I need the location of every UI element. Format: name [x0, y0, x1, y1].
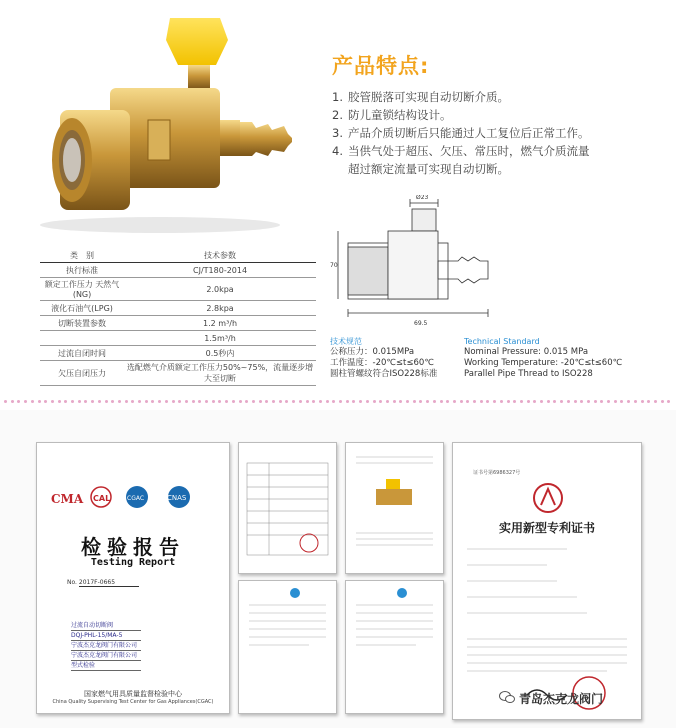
patent-certificate: [452, 442, 642, 720]
divider-dot: [527, 400, 530, 403]
divider-dot: [359, 400, 362, 403]
divider-dot: [567, 400, 570, 403]
divider-dot: [172, 400, 175, 403]
divider-dot: [346, 400, 349, 403]
feature-item: 3. 产品介质切断后只能通过人工复位后正常工作。: [332, 126, 590, 140]
table-row: 欠压自闭压力 选配燃气介质额定工作压力50%~75%，流量逐步增大至切断: [40, 361, 316, 386]
divider-dot: [158, 400, 161, 403]
divider-dot: [252, 400, 255, 403]
dim-top: Ø23: [416, 195, 429, 201]
divider-dot: [205, 400, 208, 403]
svg-text:CAL: CAL: [93, 494, 111, 503]
report-title-cn: 检验报告: [81, 535, 185, 559]
divider-dot: [292, 400, 295, 403]
divider-dot: [654, 400, 657, 403]
param-line: Working Temperature: -20℃≤t≤60℃: [464, 358, 623, 368]
divider-dot: [661, 400, 664, 403]
divider-dot: [587, 400, 590, 403]
divider-dot: [634, 400, 637, 403]
divider-dot: [393, 400, 396, 403]
divider-dot: [232, 400, 235, 403]
technical-drawing: [328, 195, 508, 330]
watermark: 青岛杰克龙阀门: [519, 692, 604, 706]
divider-dot: [466, 400, 469, 403]
divider-dot: [165, 400, 168, 403]
divider-dot: [520, 400, 523, 403]
patent-title: 实用新型专利证书: [498, 521, 595, 535]
divider-dot: [198, 400, 201, 403]
divider-dot: [145, 400, 148, 403]
divider-dot: [440, 400, 443, 403]
divider-dot: [185, 400, 188, 403]
param-line: 公称压力：0.015MPa: [330, 347, 415, 357]
divider-dot: [306, 400, 309, 403]
divider-dot: [366, 400, 369, 403]
divider-dot: [151, 400, 154, 403]
divider-dot: [352, 400, 355, 403]
divider-dot: [218, 400, 221, 403]
table-row: 执行标准 CJ/T180-2014: [40, 263, 316, 278]
table-header-row: [40, 248, 316, 263]
patent-number: 证书号第6986327号: [473, 470, 521, 476]
divider-dot: [574, 400, 577, 403]
divider-dot: [500, 400, 503, 403]
patent-emblem-icon: [531, 481, 565, 515]
divider-dot: [131, 400, 134, 403]
divider-dot: [453, 400, 456, 403]
divider-dot: [326, 400, 329, 403]
divider-dot: [192, 400, 195, 403]
spec-table: [40, 248, 316, 386]
patent-body-lines: [467, 543, 627, 713]
divider-dot: [547, 400, 550, 403]
divider-dot: [667, 400, 670, 403]
dotted-divider: [0, 400, 676, 408]
divider-dot: [91, 400, 94, 403]
divider-dot: [245, 400, 248, 403]
param-line: Nominal Pressure: 0.015 MPa: [464, 347, 589, 357]
params-heading: Technical Standard: [464, 337, 540, 346]
divider-dot: [212, 400, 215, 403]
divider-dot: [507, 400, 510, 403]
divider-dot: [239, 400, 242, 403]
divider-dot: [641, 400, 644, 403]
divider-dot: [339, 400, 342, 403]
svg-text:CMA: CMA: [51, 492, 84, 506]
divider-dot: [138, 400, 141, 403]
divider-dot: [111, 400, 114, 403]
divider-dot: [84, 400, 87, 403]
divider-dot: [51, 400, 54, 403]
param-line: 工作温度：-20℃≤t≤60℃: [330, 358, 434, 368]
report-title-en: Testing Report: [90, 557, 176, 568]
divider-dot: [607, 400, 610, 403]
divider-dot: [373, 400, 376, 403]
divider-dot: [332, 400, 335, 403]
svg-text:CGAC: CGAC: [127, 495, 145, 502]
dim-bottom: 69.5: [414, 320, 428, 327]
divider-dot: [580, 400, 583, 403]
divider-dot: [419, 400, 422, 403]
divider-dot: [265, 400, 268, 403]
valve-photo-icon: [346, 443, 443, 573]
tech-params-cn: [330, 336, 437, 380]
divider-dot: [553, 400, 556, 403]
report-photo-thumbnail: [345, 442, 444, 574]
divider-dot: [178, 400, 181, 403]
divider-dot: [24, 400, 27, 403]
divider-dot: [312, 400, 315, 403]
divider-dot: [4, 400, 7, 403]
param-line: Parallel Pipe Thread to ISO228: [464, 369, 593, 379]
report-number: No. 2017F-0665: [67, 579, 139, 587]
certification-logos: [49, 483, 219, 513]
table-row: 过流自闭时间 0.5秒内: [40, 346, 316, 361]
divider-dot: [272, 400, 275, 403]
divider-dot: [406, 400, 409, 403]
table-header: 技术参数: [124, 248, 316, 263]
divider-dot: [379, 400, 382, 403]
table-row: 1.5m³/h: [40, 331, 316, 346]
divider-dot: [473, 400, 476, 403]
divider-dot: [125, 400, 128, 403]
divider-dot: [433, 400, 436, 403]
feature-item: 2. 防儿童锁结构设计。: [332, 108, 452, 122]
dim-side: 70: [330, 262, 338, 269]
divider-dot: [98, 400, 101, 403]
divider-dot: [71, 400, 74, 403]
valve-image: [20, 10, 320, 255]
feature-item: 4. 当供气处于超压、欠压、常压时，燃气介质流量 超过额定流量可实现自动切断。: [332, 144, 590, 176]
divider-dot: [118, 400, 121, 403]
report-issuer: 国家燃气用具质量监督检验中心: [84, 690, 182, 698]
divider-dot: [480, 400, 483, 403]
divider-dot: [299, 400, 302, 403]
divider-dot: [58, 400, 61, 403]
divider-dot: [78, 400, 81, 403]
features-list: [332, 88, 652, 178]
testing-report: [36, 442, 230, 714]
divider-dot: [647, 400, 650, 403]
divider-dot: [31, 400, 34, 403]
param-line: 圆柱管螺纹符合ISO228标准: [330, 369, 438, 379]
divider-dot: [486, 400, 489, 403]
report-page-thumbnail: [345, 580, 444, 714]
divider-dot: [426, 400, 429, 403]
report-page-thumbnail: [238, 442, 337, 574]
divider-dot: [627, 400, 630, 403]
table-row: 额定工作压力 天然气(NG) 2.0kpa: [40, 278, 316, 301]
table-row: 液化石油气(LPG) 2.8kpa: [40, 301, 316, 316]
params-heading: 技术规范: [330, 337, 362, 346]
divider-dot: [105, 400, 108, 403]
report-issuer-en: China Quality Supervising Test Center for Gas Appliances(CGAC): [52, 699, 214, 705]
divider-dot: [319, 400, 322, 403]
divider-dot: [513, 400, 516, 403]
divider-dot: [560, 400, 563, 403]
table-page-icon: [239, 443, 336, 573]
table-row: 切断装置参数 1.2 m³/h: [40, 316, 316, 331]
divider-dot: [285, 400, 288, 403]
divider-dot: [460, 400, 463, 403]
divider-dot: [446, 400, 449, 403]
divider-dot: [38, 400, 41, 403]
table-header: 类 别: [40, 248, 124, 263]
divider-dot: [225, 400, 228, 403]
divider-dot: [620, 400, 623, 403]
feature-item: 1. 胶管脱落可实现自动切断介质。: [332, 90, 509, 104]
document-page-icon: [346, 581, 443, 713]
report-page-thumbnail: [238, 580, 337, 714]
divider-dot: [594, 400, 597, 403]
divider-dot: [386, 400, 389, 403]
divider-dot: [11, 400, 14, 403]
divider-dot: [413, 400, 416, 403]
wechat-icon: [499, 690, 515, 704]
certificates-section: [0, 410, 676, 728]
divider-dot: [533, 400, 536, 403]
svg-text:CNAS: CNAS: [167, 494, 187, 502]
divider-dot: [44, 400, 47, 403]
document-page-icon: [239, 581, 336, 713]
divider-dot: [399, 400, 402, 403]
divider-dot: [259, 400, 262, 403]
divider-dot: [279, 400, 282, 403]
features-title: 产品特点:: [332, 54, 430, 78]
divider-dot: [64, 400, 67, 403]
report-fields: 过流自动切断阀 DQJ-PHL-15/MA-5 宁波杰克龙阀门有限公司 宁波杰克龙阀门有限公司 型式检验: [67, 621, 141, 671]
divider-dot: [614, 400, 617, 403]
divider-dot: [493, 400, 496, 403]
divider-dot: [17, 400, 20, 403]
divider-dot: [540, 400, 543, 403]
tech-params-en: [464, 336, 622, 380]
divider-dot: [600, 400, 603, 403]
